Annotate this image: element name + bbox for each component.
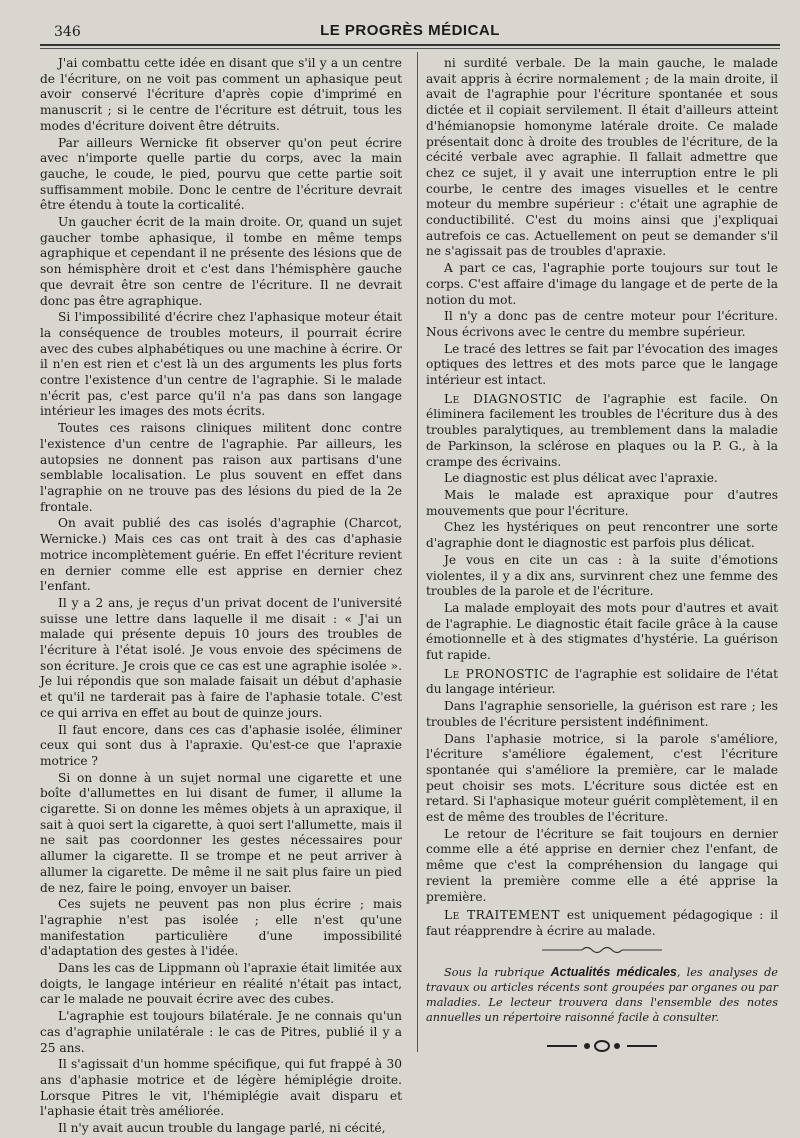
left-column [40, 56, 402, 1138]
paragraph: Je vous en cite un cas : à la suite d'émotions violentes, il y a dix ans, survinrent chez une femme des troubles de la parole et de l'écriture. [426, 552, 778, 599]
editorial-note [426, 965, 778, 1025]
paragraph: J'ai combattu cette idée en disant que s'il y a un centre de l'écriture, on ne voit pas comment un aphasique peut avoir conservé l'écriture d'après copie d'imprimé en manuscrit ; si le centre de l'écriture est détruit, tous les modes d'écriture doivent être détruits. [40, 56, 402, 133]
paragraph: Dans l'aphasie motrice, si la parole s'améliore, l'écriture s'améliore également, c'est l'écriture spontanée qui s'améliore la première, car le malade peut choisir ses mots. L'écriture sous dictée est en retard. Si l'aphasique moteur guérit complètement, il en est de même des troubles de l'écriture. [426, 731, 778, 825]
paragraph: Il faut encore, dans ces cas d'aphasie isolée, éliminer ceux qui sont dus à l'apraxie. Qu'est-ce que l'apraxie motrice ? [40, 722, 402, 768]
paragraph: Mais le malade est apraxique pour d'autres mouvements que pour l'écriture. [426, 487, 778, 518]
paragraph: Chez les hystériques on peut rencontrer une sorte d'agraphie dont le diagnostic est parfois plus délicat. [426, 520, 778, 551]
column-divider [417, 52, 418, 1052]
paragraph: Si on donne à un sujet normal une cigarette et une boîte d'allumettes en lui disant de fumer, il allume la cigarette. Si on donne les mêmes objets à un apraxique, il sait à quoi sert la cigarette, à quoi sert l'allumette, mais il ne sait pas coordonner les gestes nécessaires pour allumer la cigarette. Il se trompe et ne peut arriver à allumer la cigarette. De même il ne sait plus faire un pied de nez, faire le poing, envoyer un baiser. [40, 770, 402, 895]
paragraph: La malade employait des mots pour d'autres et avait de l'agraphie. Le diagnostic était facile grâce à la cause émotionnelle et à des stigmates d'hystérie. La guérison fut rapide. [426, 600, 778, 663]
prognostic-label: Le PRONOSTIC [444, 666, 549, 681]
note-heading: Actualités médicales [550, 965, 677, 980]
prognostic-text: de l'agraphie est solidaire de l'état du langage intérieur. [426, 666, 778, 697]
diagnostic-label: Le DIAGNOSTIC [444, 391, 563, 406]
paragraph: Il s'agissait d'un homme spécifique, qui fut frappé à 30 ans d'aphasie motrice et de légère hémiplégie droite. Lorsque Pitres le vit, l'hémiplégie avait disparu et l'aphasie était très améliorée. [40, 1057, 402, 1119]
paragraph: Il n'y avait aucun trouble du langage parlé, ni cécité, [58, 1121, 386, 1136]
paragraph: Dans l'agraphie sensorielle, la guérison est rare ; les troubles de l'écriture persistent indéfiniment. [426, 699, 778, 729]
end-ornament [426, 1039, 778, 1058]
treatment-text: est uniquement pédagogique : il faut réapprendre à écrire au malade. [426, 908, 778, 938]
paragraph: Par ailleurs Wernicke fit observer qu'on peut écrire avec n'importe quelle partie du corps, avec la main gauche, le coude, le pied, pourvu que cette partie soit suffisamment mobile. Donc le centre de l'écriture devrait être étendu à toute la corticalité. [40, 135, 402, 213]
paragraph: Ces sujets ne peuvent pas non plus écrire ; mais l'agraphie n'est pas isolée ; elle n'est qu'une manifestation particulière d'une impossibilité d'adaptation des gestes à l'idée. [40, 897, 402, 959]
paragraph: Un gaucher écrit de la main droite. Or, quand un sujet gaucher tombe aphasique, il tombe en même temps agraphique et cependant il ne présente des lésions que de son hémisphère droit et c'est dans l'hémisphère gauche que devrait être son centre de l'écriture. Il ne devrait donc pas être agraphique. [40, 215, 402, 308]
paragraph: A part ce cas, l'agraphie porte toujours sur tout le corps. C'est affaire d'image du langage et de perte de la notion du mot. [426, 261, 778, 307]
page-number: 346 [54, 24, 81, 40]
diagnostic-paragraph [426, 392, 778, 471]
header-rule-thin [40, 48, 780, 49]
section-ornament [426, 944, 778, 960]
paragraph: ni surdité verbale. De la main gauche, le malade avait appris à écrire normalement ; de la main droite, il avait de l'agraphie pour l'écriture spontanée et sous dictée et il copiait servilement. Il était d'ailleurs atteint d'hémianopsie homonyme latérale droite. Ce malade présentait donc à droite des troubles de l'écriture, de la cécité verbale avec agraphie. Il fallait admettre que chez ce sujet, il y avait une interruption entre le pli courbe, le centre des images visuelles et le centre moteur du membre supérieur : c'était une agraphie de conductibilité. C'est du moins ainsi que j'expliquai autrefois ce cas. Actuellement on peut se demander s'il ne s'agissait pas de troubles d'apraxie. [426, 56, 778, 259]
wavy-rule-icon [542, 945, 662, 955]
paragraph: Dans les cas de Lippmann où l'apraxie était limitée aux doigts, le langage intérieur en réalité n'était pas intact, car le malade ne pouvait écrire avec des cubes. [40, 961, 402, 1007]
paragraph: L'agraphie est toujours bilatérale. Je ne connais qu'un cas d'agraphie unilatérale : le cas de Pitres, publié il y a 25 ans. [40, 1009, 402, 1055]
right-column [426, 56, 778, 1062]
journal-title: LE PROGRÈS MÉDICAL [320, 22, 500, 39]
paragraph: Il y a 2 ans, je reçus d'un privat docent de l'université suisse une lettre dans laquelle il me disait : « J'ai un malade qui présente depuis 10 jours des troubles de l'écriture à l'état isolé. Je vous envoie des spécimens de son écriture. Je crois que ce cas est une agraphie isolée ». Je lui répondis que son malade faisait un début d'aphasie et qu'il ne tarderait pas à faire de l'aphasie totale. C'est ce qui arriva en effet au bout de quinze jours. [40, 595, 402, 720]
paragraph: Le tracé des lettres se fait par l'évocation des images optiques des lettres et des mots parce que le langage intérieur est intact. [426, 341, 778, 388]
paragraph: Si l'impossibilité d'écrire chez l'aphasique moteur était la conséquence de troubles moteurs, il pourrait écrire avec des cubes alphabétiques ou une machine à écrire. Or il n'en est rien et c'est là un des arguments les plus forts contre l'existence d'un centre de l'agraphie. Si le malade n'écrit pas, c'est parce qu'il n'a pas dans son langage intérieur les images des mots écrits. [40, 310, 402, 419]
paragraph: Le retour de l'écriture se fait toujours en dernier comme elle a été apprise en dernier chez l'enfant, de même que c'est la compréhension du langage qui revient la première comme elle a été apprise la première. [426, 826, 778, 904]
note-prefix: Sous la rubrique [444, 966, 551, 980]
treatment-paragraph [426, 908, 778, 939]
paragraph: On avait publié des cas isolés d'agraphie (Charcot, Wernicke.) Mais ces cas ont trait à des cas d'aphasie motrice incomplètement guérie. En effet l'écriture revient en dernier comme elle est apprise en dernier chez l'enfant. [40, 516, 402, 594]
fleuron-icon [542, 1039, 662, 1053]
paragraph: Il n'y a donc pas de centre moteur pour l'écriture. Nous écrivons avec le centre du membre supérieur. [426, 309, 778, 339]
page-header [40, 18, 780, 42]
prognostic-paragraph [426, 667, 778, 698]
paragraph: Toutes ces raisons cliniques militent donc contre l'existence d'un centre de l'agraphie. Par ailleurs, les autopsies ne donnent pas raison aux partisans d'une semblable localisation. Le plus souvent en effet dans l'agraphie on ne trouve pas des lésions du pied de la 2e frontale. [40, 421, 402, 514]
treatment-label: Le TRAITEMENT [444, 908, 561, 923]
diagnostic-text: de l'agraphie est facile. On éliminera facilement les troubles de l'écriture dus à des troubles paralytiques, au tremblement dans la maladie de Parkinson, la sclérose en plaques ou la P. G., à la crampe des écrivains. [426, 391, 779, 469]
paragraph: Le diagnostic est plus délicat avec l'apraxie. [444, 471, 718, 486]
header-rule [40, 44, 780, 46]
note-text: , les analyses de travaux ou articles récents sont groupées par organes ou par maladies. Le lecteur trouvera dans l'ensemble des notes annuelles un répertoire raisonné facile à consulter. [426, 966, 778, 1025]
